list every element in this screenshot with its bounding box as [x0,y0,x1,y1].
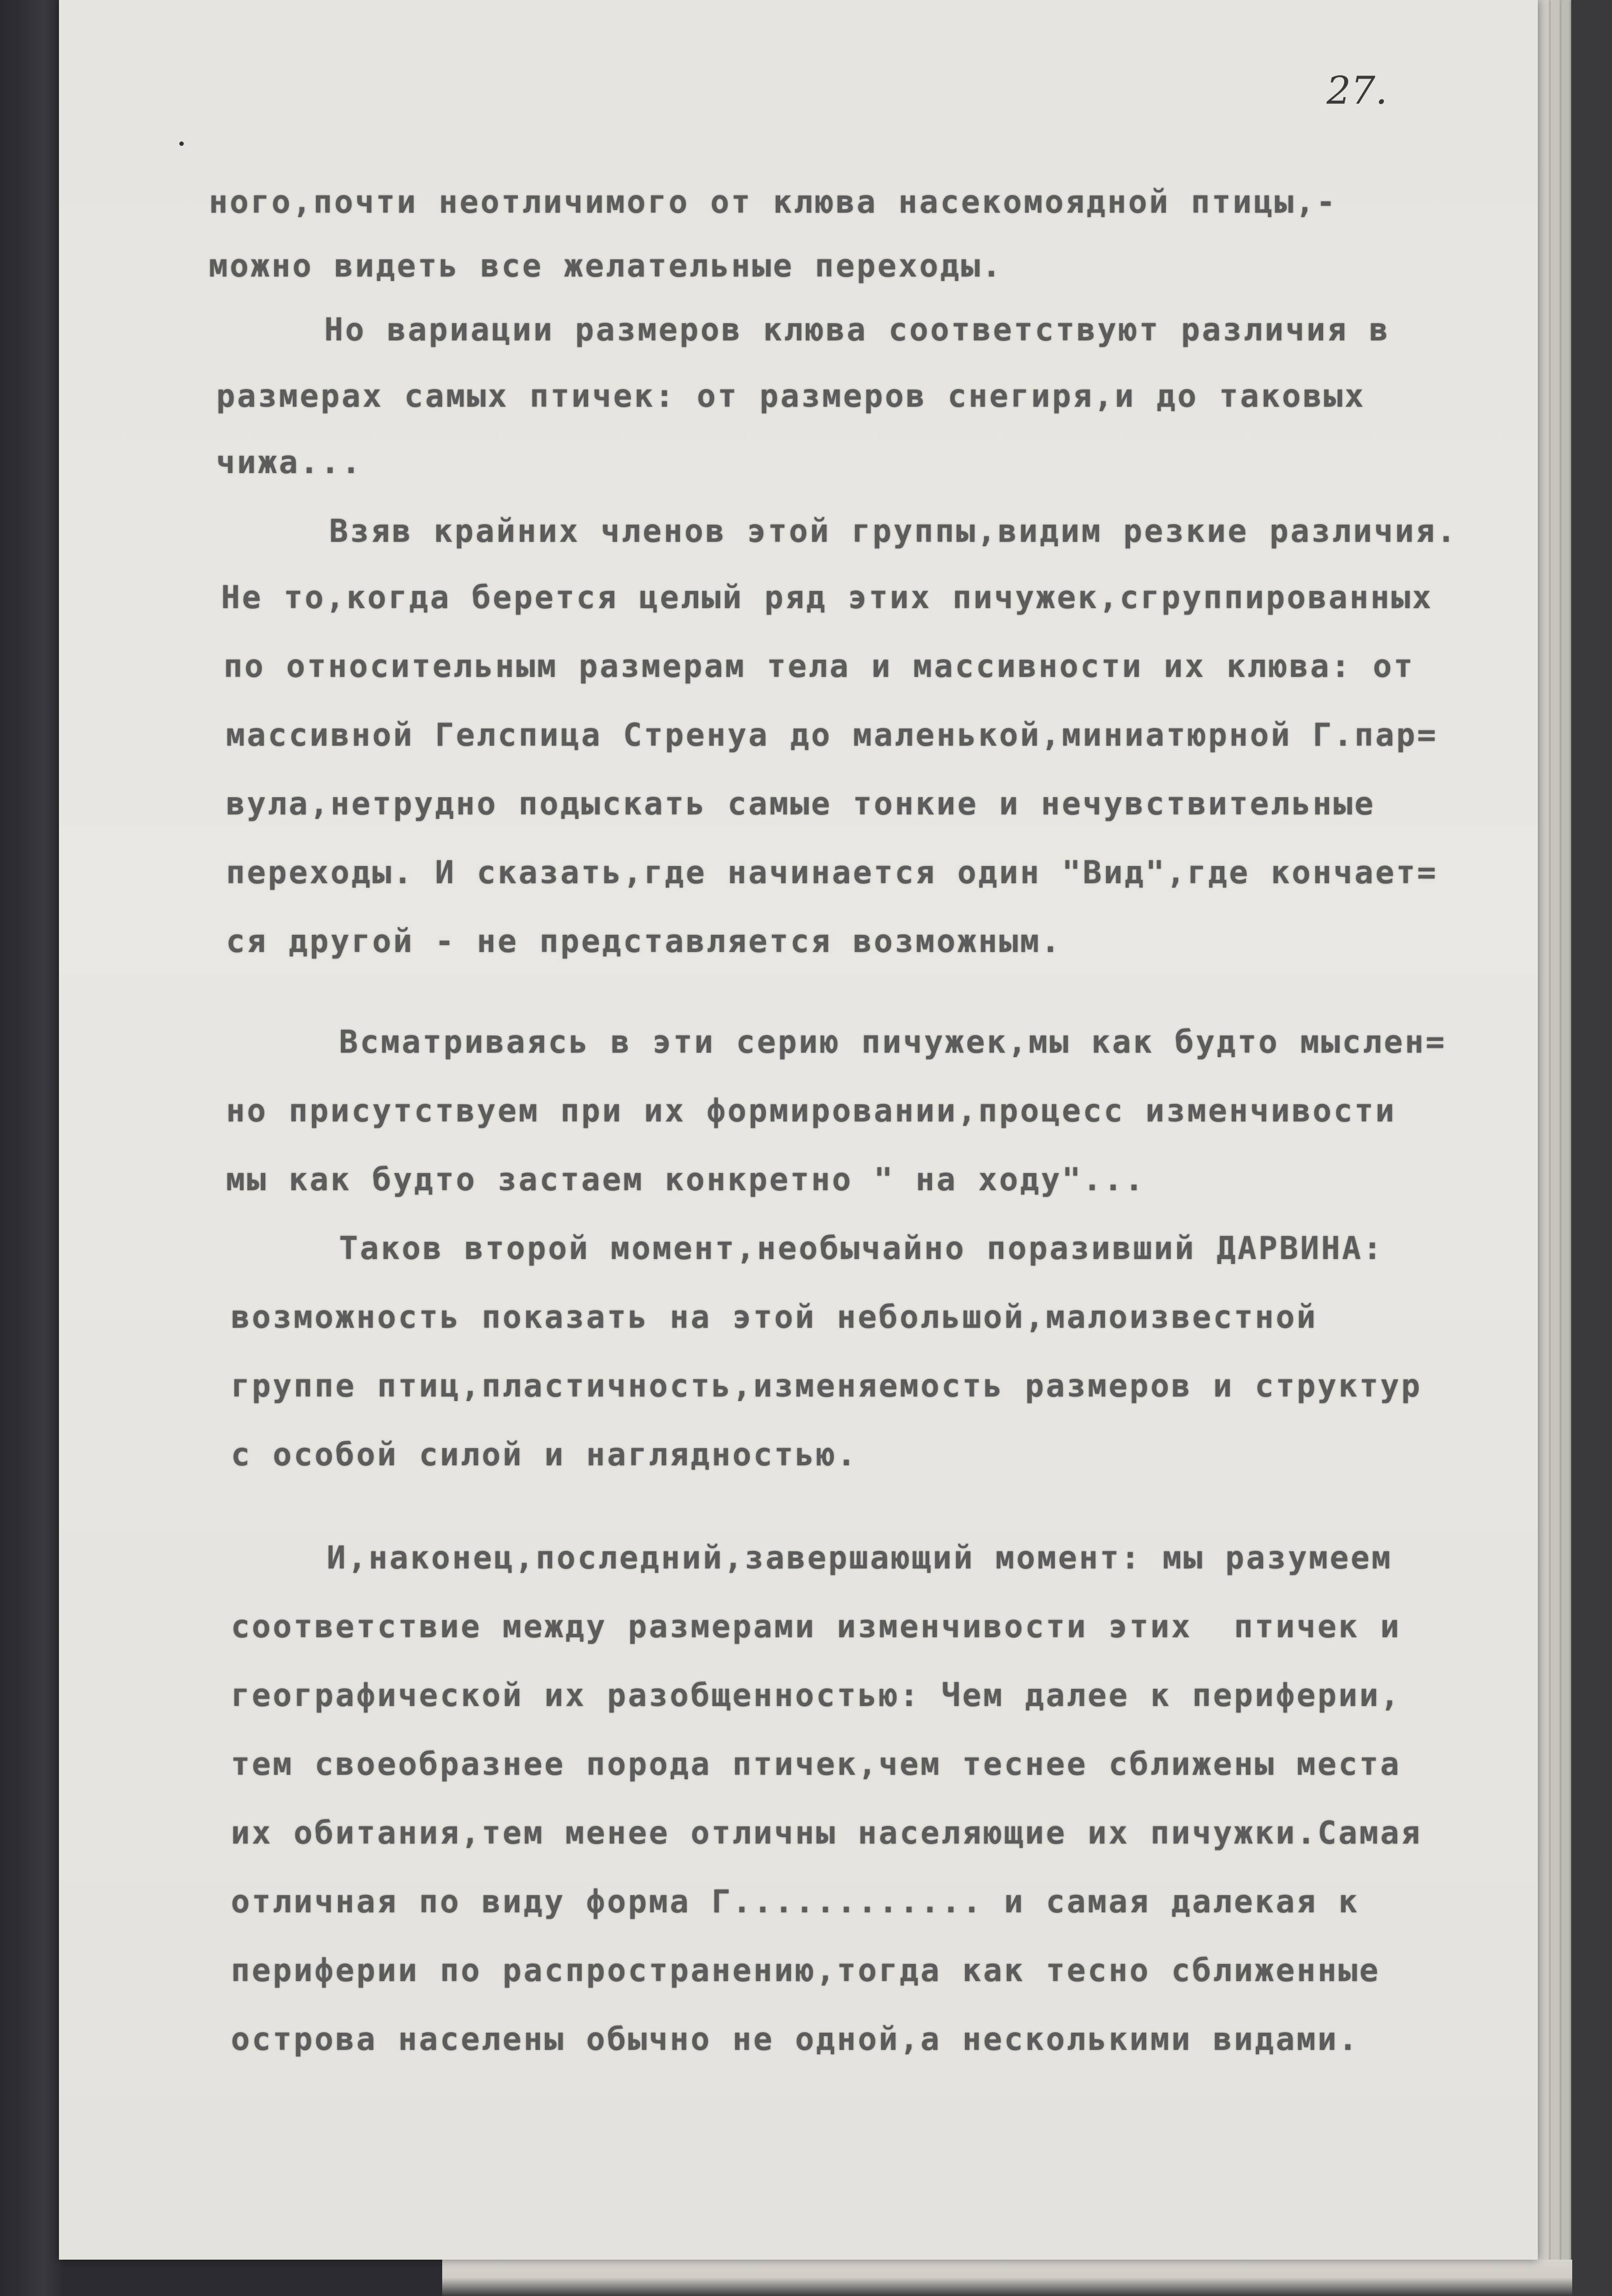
text-line: Но вариации размеров клюва соответствуют различия в [324,312,1390,348]
text-line: массивной Гелспица Стренуа до маленькой,миниатюрной Г.пар= [226,717,1438,754]
text-line: отличная по виду форма Г............ и самая далекая к [231,1884,1359,1920]
text-line: но присутствуем при их формировании,процесс изменчивости [226,1093,1396,1129]
text-line: переходы. И сказать,где начинается один "Вид",где кончает= [226,855,1438,891]
stacked-sheet-edge [1538,0,1551,2296]
ink-dot [179,141,184,146]
text-line: чижа... [216,445,363,481]
text-line: тем своеобразнее порода птичек,чем теснее сближены места [231,1746,1401,1783]
text-line: ся другой - не представляется возможным. [226,924,1062,960]
text-line: соответствие между размерами изменчивости этих птичек и [231,1609,1401,1645]
text-line: Всматриваясь в эти серию пичужек,мы как будто мыслен= [339,1024,1447,1061]
stacked-sheets-bottom [442,2260,1572,2296]
text-line: с особой силой и наглядностью. [231,1437,858,1473]
text-line: Взяв крайних членов этой группы,видим резкие различия. [329,513,1458,550]
text-line: размерах самых птичек: от размеров снегиря,и до таковых [216,378,1366,415]
stacked-sheet-edge [1561,0,1571,2296]
text-line: их обитания,тем менее отличны населяющие их пичужки.Самая [231,1815,1422,1851]
stacked-sheet-edge [1551,0,1561,2296]
text-line: возможность показать на этой небольшой,малоизвестной [231,1299,1318,1336]
text-line: острова населены обычно не одной,а несколькими видами. [231,2021,1359,2058]
text-line: И,наконец,последний,завершающий момент: мы разумеем [327,1540,1393,1576]
page-number: 27. [1327,69,1388,113]
text-line: географической их разобщенностью: Чем далее к периферии, [231,1678,1401,1714]
text-line: Таков второй момент,необычайно поразивший ДАРВИНА: [339,1231,1384,1267]
text-line: периферии по распространению,тогда как тесно сближенные [231,1953,1381,1989]
text-line: Не то,когда берется целый ряд этих пичужек,сгруппированных [221,580,1433,616]
scanner-background [1571,0,1612,2296]
text-line: мы как будто застаем конкретно " на ходу"... [226,1162,1146,1198]
text-line: вула,нетрудно подыскать самые тонкие и нечувствительные [226,786,1376,822]
text-line: можно видеть все желательные переходы. [209,248,1003,284]
text-line: группе птиц,пластичность,изменяемость размеров и структур [231,1368,1422,1404]
text-line: по относительным размерам тела и массивности их клюва: от [224,648,1415,685]
text-line: ного,почти неотличимого от клюва насекомоядной птицы,- [209,184,1337,221]
